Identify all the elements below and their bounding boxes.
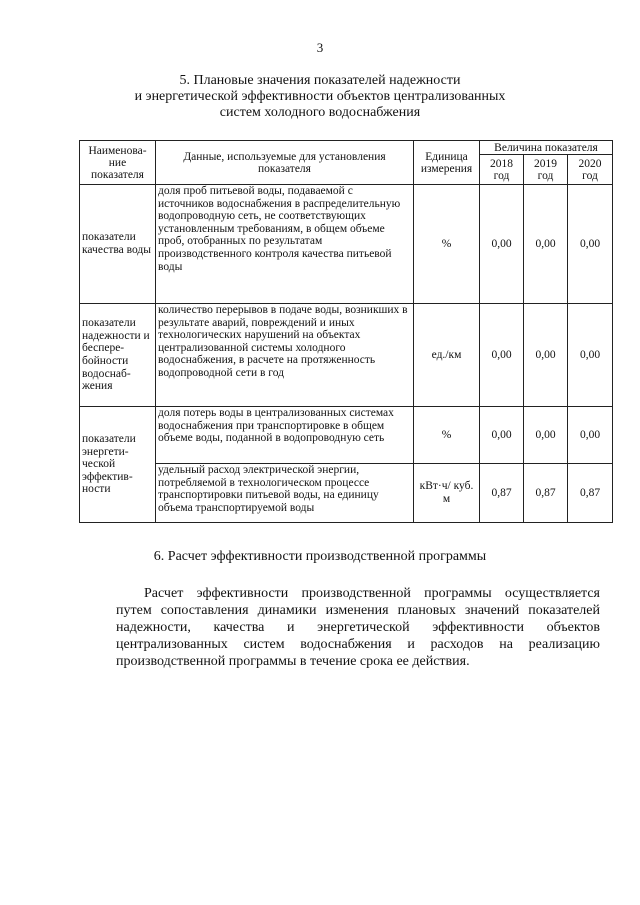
value-2019: 0,00 bbox=[524, 407, 568, 464]
unit-cell: % bbox=[414, 407, 480, 464]
value-2020: 0,00 bbox=[568, 407, 613, 464]
section-6-paragraph bbox=[116, 585, 600, 670]
indicator-group-name: показатели энергети-ческой эффектив-ности bbox=[80, 407, 156, 523]
header-indicator-name: Наименова-ние показателя bbox=[80, 141, 156, 185]
header-year: 2020 год bbox=[568, 155, 613, 185]
unit-cell: % bbox=[414, 185, 480, 304]
header-data-used: Данные, используемые для установления показателя bbox=[156, 141, 414, 185]
table-row bbox=[80, 464, 613, 523]
section-5-title-line: систем холодного водоснабжения bbox=[219, 105, 421, 120]
value-2018: 0,00 bbox=[480, 185, 524, 304]
value-2019: 0,87 bbox=[524, 464, 568, 523]
indicators-table bbox=[79, 140, 613, 523]
value-2020: 0,00 bbox=[568, 304, 613, 407]
header-year: 2018 год bbox=[480, 155, 524, 185]
table-row bbox=[80, 304, 613, 407]
table-row bbox=[80, 407, 613, 464]
section-6-title: 6. Расчет эффективности производственной программы bbox=[153, 549, 487, 564]
value-2019: 0,00 bbox=[524, 304, 568, 407]
value-2018: 0,00 bbox=[480, 407, 524, 464]
indicator-description: доля проб питьевой воды, подаваемой с источников водоснабжения в распределительную водопроводную сеть, не соответствующих установленным требованиям, в общем объеме проб, отобранных по результатам производственного контроля качества питьевой воды bbox=[156, 185, 414, 304]
header-value-group: Величина показателя bbox=[480, 141, 613, 155]
indicator-description: доля потерь воды в централизованных системах водоснабжения при транспортировке в общем объеме воды, поданной в водопроводную сеть bbox=[156, 407, 414, 464]
section-5-title-line: и энергетической эффективности объектов централизованных bbox=[134, 89, 506, 104]
indicator-description: удельный расход электрической энергии, потребляемой в технологическом процессе транспортировки питьевой воды, на единицу объема транспортируемой воды bbox=[156, 464, 414, 523]
value-2020: 0,00 bbox=[568, 185, 613, 304]
header-year: 2019 год bbox=[524, 155, 568, 185]
paragraph-text: Расчет эффективности производственной программы осуществляется путем сопоставления динамики изменения плановых значений показателей надежности, качества и энергетической эффективности объектов централизованных систем водоснабжения и расходов на реализацию производственной программы в течение срока ее действия. bbox=[116, 586, 600, 669]
section-5-title bbox=[0, 73, 640, 121]
value-2018: 0,87 bbox=[480, 464, 524, 523]
page-number: 3 bbox=[316, 40, 324, 55]
unit-cell: кВт·ч/ куб. м bbox=[414, 464, 480, 523]
indicator-description: количество перерывов в подаче воды, возникших в результате аварий, повреждений и иных технологических нарушений на объектах централизованной системы холодного водоснабжения, в расчете на протяженность водопроводной сети в год bbox=[156, 304, 414, 407]
section-5-title-line: 5. Плановые значения показателей надежности bbox=[179, 73, 461, 88]
header-unit: Единица измерения bbox=[414, 141, 480, 185]
value-2019: 0,00 bbox=[524, 185, 568, 304]
indicator-group-name: показатели качества воды bbox=[80, 185, 156, 304]
indicator-group-name: показатели надежности и беспере-бойности водоснаб-жения bbox=[80, 304, 156, 407]
table-row bbox=[80, 185, 613, 304]
unit-cell: ед./км bbox=[414, 304, 480, 407]
value-2020: 0,87 bbox=[568, 464, 613, 523]
value-2018: 0,00 bbox=[480, 304, 524, 407]
